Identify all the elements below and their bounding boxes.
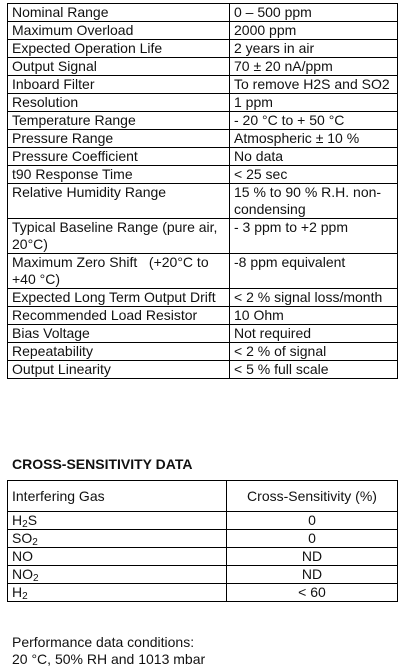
spec-value: < 5 % full scale [230,361,398,379]
table-row [8,4,398,22]
spec-value: Atmospheric ± 10 % [230,130,398,148]
table-row [8,512,398,530]
table-row [8,148,398,166]
gas-formula-suffix: S [27,512,38,528]
gas-name [8,512,227,530]
table-row [8,548,398,566]
column-header-sensitivity: Cross-Sensitivity (%) [227,481,398,512]
table-row [8,530,398,548]
performance-note-line-1: Performance data conditions: [12,634,195,650]
table-row [8,184,398,219]
spec-value: To remove H2S and SO2 [230,76,398,94]
table-row [8,40,398,58]
specification-table [7,3,398,379]
spec-value: No data [230,148,398,166]
spec-param: Nominal Range [8,4,230,22]
spec-param: Temperature Range [8,112,230,130]
sensitivity-value: ND [227,566,398,584]
sensitivity-value: < 60 [227,584,398,602]
table-row [8,166,398,184]
spec-param: Expected Long Term Output Drift [8,289,230,307]
spec-param: Recommended Load Resistor [8,307,230,325]
table-row [8,343,398,361]
spec-value: 0 – 500 ppm [230,4,398,22]
gas-formula: H [12,512,23,528]
spec-param: t90 Response Time [8,166,230,184]
cross-sensitivity-table [7,480,398,602]
table-row [8,361,398,379]
spec-value: Not required [230,325,398,343]
performance-note [12,634,205,668]
spec-value: 2000 ppm [230,22,398,40]
gas-name [8,566,227,584]
spec-param: Output Signal [8,58,230,76]
performance-note-line-2: 20 °C, 50% RH and 1013 mbar [12,651,206,667]
table-row [8,219,398,254]
spec-value: 2 years in air [230,40,398,58]
table-row [8,112,398,130]
spec-value: 15 % to 90 % R.H. non-condensing [230,184,398,219]
spec-param: Pressure Range [8,130,230,148]
gas-name [8,584,227,602]
table-row [8,566,398,584]
column-header-gas: Interfering Gas [8,481,227,512]
spec-param: Inboard Filter [8,76,230,94]
spec-value: < 2 % of signal [230,343,398,361]
spec-value: < 25 sec [230,166,398,184]
spec-param: Output Linearity [8,361,230,379]
spec-value: 10 Ohm [230,307,398,325]
gas-formula: NO [12,548,33,564]
table-row [8,22,398,40]
gas-formula: H [12,584,23,600]
spec-param: Bias Voltage [8,325,230,343]
gas-formula: NO [12,566,33,582]
spec-value: - 3 ppm to +2 ppm [230,219,398,254]
gas-name [8,548,227,566]
spec-value: < 2 % signal loss/month [230,289,398,307]
gas-subscript: 2 [33,573,39,584]
spec-value: 70 ± 20 nA/ppm [230,58,398,76]
spec-param: Repeatability [8,343,230,361]
spec-param: Pressure Coefficient [8,148,230,166]
sensitivity-value: ND [227,548,398,566]
table-row [8,307,398,325]
table-row [8,289,398,307]
table-row [8,584,398,602]
table-row [8,94,398,112]
gas-subscript: 2 [32,537,38,548]
spec-value: - 20 °C to + 50 °C [230,112,398,130]
table-row [8,130,398,148]
table-row [8,325,398,343]
spec-param: Relative Humidity Range [8,184,230,219]
spec-param: Maximum Zero Shift (+20°C to +40 °C) [8,254,230,289]
table-row [8,58,398,76]
table-header-row [8,481,398,512]
table-row [8,254,398,289]
gas-name [8,530,227,548]
spec-param: Typical Baseline Range (pure air, 20°C) [8,219,230,254]
sensitivity-value: 0 [227,530,398,548]
table-row [8,76,398,94]
section-heading: CROSS-SENSITIVITY DATA [12,456,193,472]
gas-formula: SO [12,530,33,546]
spec-value: 1 ppm [230,94,398,112]
gas-subscript: 2 [22,591,28,602]
spec-param: Maximum Overload [8,22,230,40]
spec-value: -8 ppm equivalent [230,254,398,289]
spec-param: Expected Operation Life [8,40,230,58]
spec-param: Resolution [8,94,230,112]
sensitivity-value: 0 [227,512,398,530]
gas-subscript: 2 [22,519,28,530]
